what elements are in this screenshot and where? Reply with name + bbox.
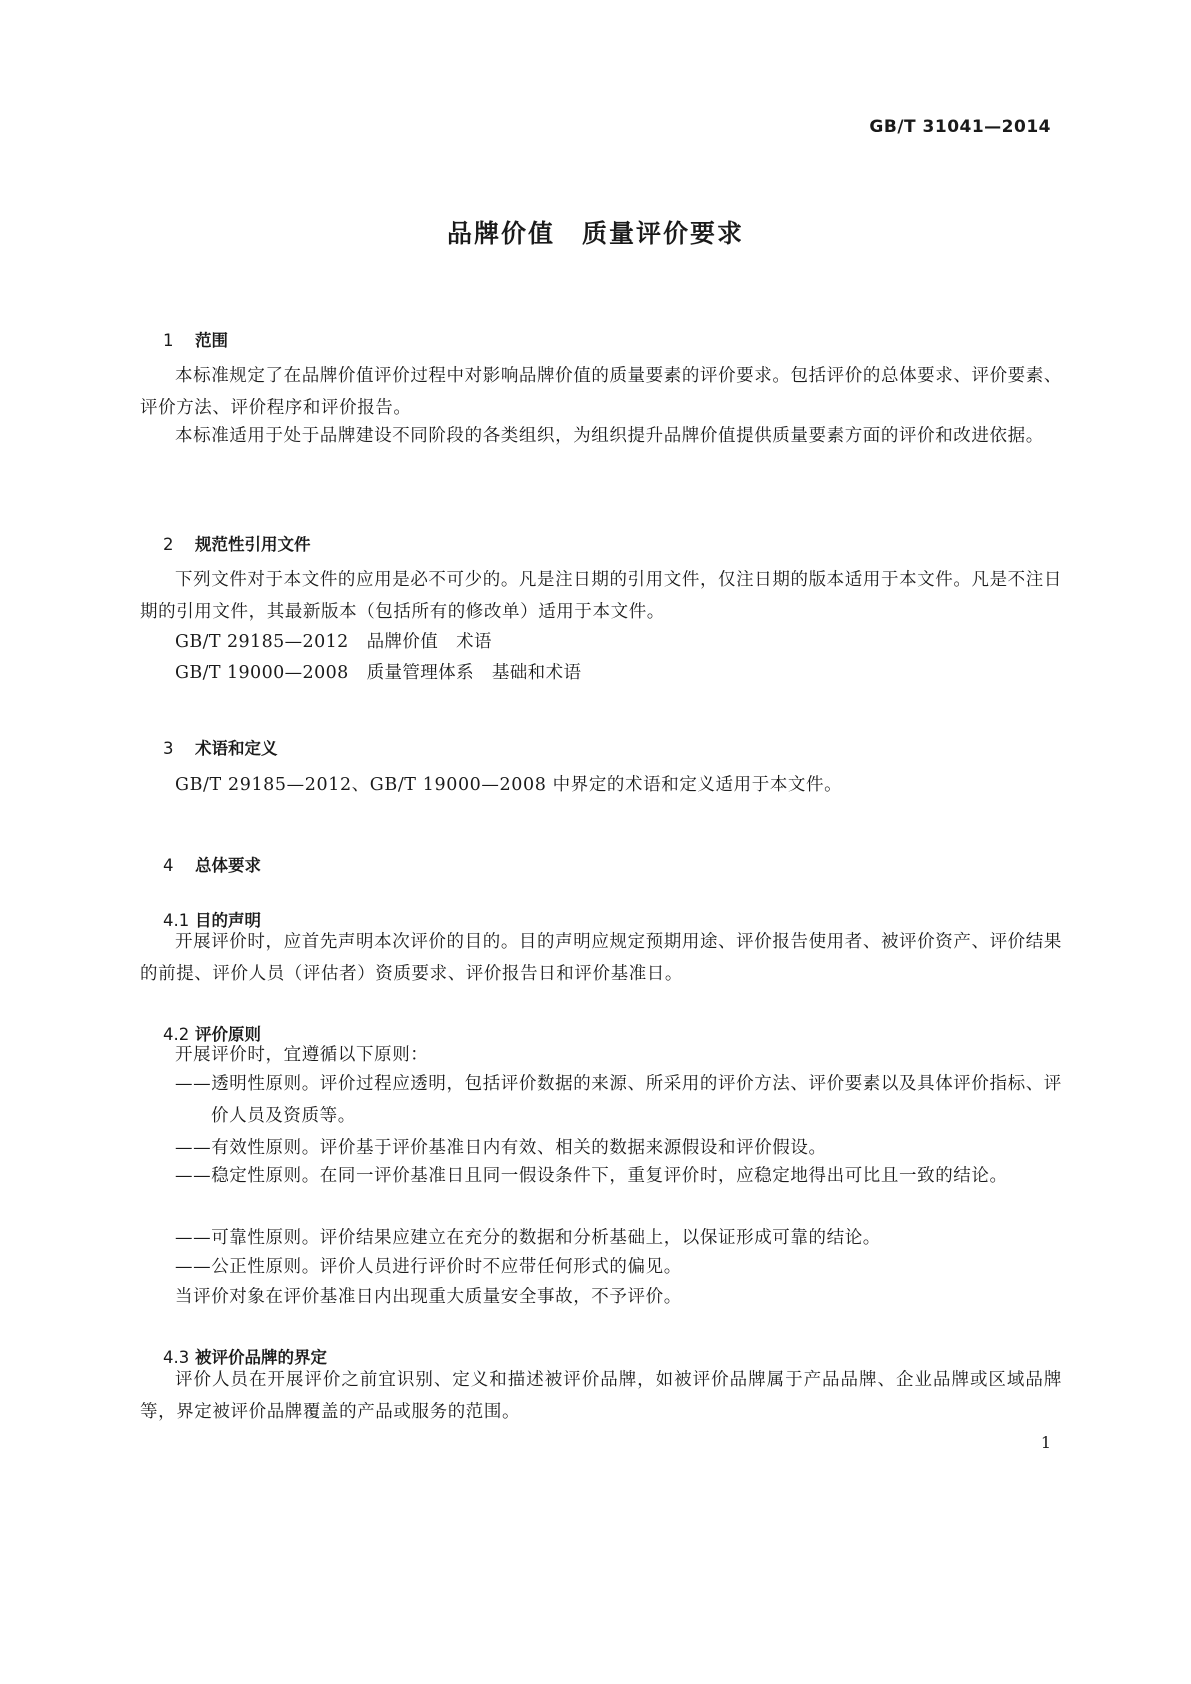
section-title: 术语和定义	[194, 739, 278, 758]
document-title: 品牌价值 质量评价要求	[446, 219, 744, 248]
principle-item: ——公正性原则。评价人员进行评价时不应带任何形式的偏见。	[175, 1257, 682, 1277]
principles-outro: 当评价对象在评价基准日内出现重大质量安全事故，不予评价。	[175, 1287, 682, 1307]
section-4-3-paragraph-1: 评价人员在开展评价之前宜识别、定义和描述被评价品牌，如被评价品牌属于产品品牌、企业品牌或区域品牌等，界定被评价品牌覆盖的产品或服务的范围。	[140, 1370, 1062, 1422]
section-number: 2	[162, 535, 174, 554]
section-title: 被评价品牌的界定	[194, 1348, 327, 1367]
section-title: 规范性引用文件	[194, 535, 311, 554]
section-title: 目的声明	[194, 911, 261, 930]
section-number: 3	[162, 739, 174, 758]
principles-intro: 开展评价时，宜遵循以下原则：	[175, 1045, 429, 1065]
section-number: 4	[162, 856, 174, 875]
section-2-paragraph-1: 下列文件对于本文件的应用是必不可少的。凡是注日期的引用文件，仅注日期的版本适用于本文件。凡是不注日期的引用文件，其最新版本（包括所有的修改单）适用于本文件。	[140, 570, 1062, 622]
section-1-paragraph-1: 本标准规定了在品牌价值评价过程中对影响品牌价值的质量要素的评价要求。包括评价的总体要求、评价要素、评价方法、评价程序和评价报告。	[140, 366, 1062, 418]
section-title: 总体要求	[194, 856, 261, 875]
page-number: 1	[1040, 1433, 1051, 1452]
section-number: 4.2	[162, 1025, 190, 1044]
principle-item: ——稳定性原则。在同一评价基准日且同一假设条件下，重复评价时，应稳定地得出可比且一致的结论。	[175, 1166, 1008, 1186]
standard-number: GB/T 31041—2014	[869, 117, 1051, 137]
normative-reference: GB/T 19000—2008 质量管理体系 基础和术语	[175, 663, 582, 683]
principle-item: ——有效性原则。评价基于评价基准日内有效、相关的数据来源假设和评价假设。	[175, 1138, 827, 1158]
section-3-paragraph-1: GB/T 29185—2012、GB/T 19000—2008 中界定的术语和定义适用于本文件。	[175, 775, 843, 795]
principle-item: ——透明性原则。评价过程应透明，包括评价数据的来源、所采用的评价方法、评价要素以及具体评价指标、评价人员及资质等。	[175, 1074, 1062, 1126]
section-number: 1	[162, 331, 174, 350]
normative-reference: GB/T 29185—2012 品牌价值 术语	[175, 632, 492, 652]
section-4-1-paragraph-1: 开展评价时，应首先声明本次评价的目的。目的声明应规定预期用途、评价报告使用者、被评价资产、评价结果的前提、评价人员（评估者）资质要求、评价报告日和评价基准日。	[140, 932, 1062, 984]
section-title: 范围	[194, 331, 228, 350]
section-1-paragraph-2: 本标准适用于处于品牌建设不同阶段的各类组织，为组织提升品牌价值提供质量要素方面的评价和改进依据。	[175, 426, 1044, 446]
section-title: 评价原则	[194, 1025, 261, 1044]
section-number: 4.1	[162, 911, 190, 930]
section-number: 4.3	[162, 1348, 190, 1367]
principle-item: ——可靠性原则。评价结果应建立在充分的数据和分析基础上，以保证形成可靠的结论。	[175, 1228, 881, 1248]
section-4-heading	[140, 833, 261, 895]
